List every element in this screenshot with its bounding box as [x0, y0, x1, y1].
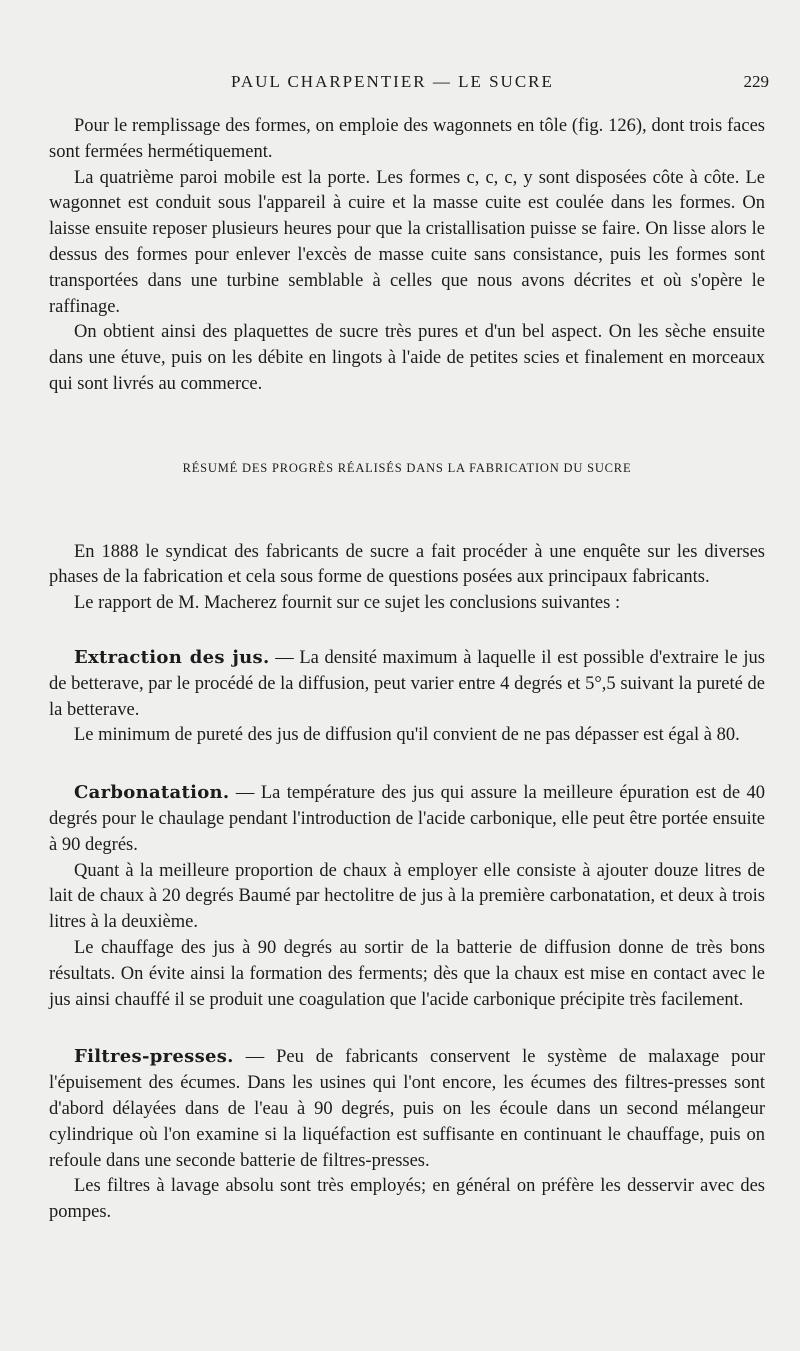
- filtres-paragraph: [49, 1044, 765, 1174]
- paragraph: Pour le remplissage des formes, on emploie des wagonnets en tôle (fig. 126), dont trois faces sont fermées hermétiquement.: [49, 116, 765, 162]
- run-in-heading: Extraction des jus.: [74, 646, 270, 668]
- paragraph: Les filtres à lavage absolu sont très employés; en général on préfère les desservir avec des pompes.: [49, 1176, 765, 1223]
- extraction-paragraph: [49, 645, 765, 723]
- running-title: PAUL CHARPENTIER — LE SUCRE: [231, 72, 554, 91]
- page-number: 229: [743, 72, 769, 91]
- paragraph: La quatrième paroi mobile est la porte. Les formes c, c, c, y sont disposées côte à côte. Le wagonnet est conduit sous l'appareil à cuire et la masse cuite est coulée dans les formes. On laisse ensuite reposer plusieurs heures pour que la cristallisation puisse se faire. On lisse alors le dessus des formes pour enlever l'excès de masse cuite sans consistance, puis les formes sont transportées dans une turbine semblable à celles que nous avons décrites et où s'opère le raffinage.: [49, 167, 765, 317]
- paragraph-text: — La densité maximum à laquelle il est possible d'extraire le jus de betterave, par le procédé de la diffusion, peut varier entre 4 degrés et 5°,5 suivant la pureté de la betterave.: [49, 647, 765, 720]
- paragraph: En 1888 le syndicat des fabricants de sucre a fait procéder à une enquête sur les diverses phases de la fabrication et cela sous forme de questions posées aux principaux fabricants.: [49, 541, 765, 588]
- paragraph: Le chauffage des jus à 90 degrés au sortir de la batterie de diffusion donne de très bons résultats. On évite ainsi la formation des ferments; dès que la chaux est mise en contact avec le jus ainsi chauffé il se produit une coagulation que l'acide carbonique précipite très facilement.: [49, 937, 765, 1010]
- carbonatation-paragraph: [49, 780, 765, 858]
- paragraph-text: — La température des jus qui assure la meilleure épuration est de 40 degrés pour le chaulage pendant l'introduction de l'acide carbonique, elle peut être portée ensuite à 90 degrés.: [49, 783, 765, 855]
- paragraph: Quant à la meilleure proportion de chaux à employer elle consiste à ajouter douze litres de lait de chaux à 20 degrés Baumé par hectolitre de jus à la première carbonatation, et deux à trois litres à la deuxième.: [49, 860, 765, 933]
- run-in-heading: Filtres-presses.: [74, 1046, 234, 1068]
- body-text: [49, 114, 765, 1226]
- paragraph: On obtient ainsi des plaquettes de sucre très pures et d'un bel aspect. On les sèche ensuite dans une étuve, puis on les débite en lingots à l'aide de petites scies et finalement en morceaux qui sont livrés au commerce.: [49, 322, 765, 394]
- paragraph: Le minimum de pureté des jus de diffusion qu'il convient de ne pas dépasser est égal à 80.: [74, 725, 740, 746]
- running-header: [0, 72, 800, 98]
- paragraph-text: — Peu de fabricants conservent le système de malaxage pour l'épuisement des écumes. Dans les usines qui l'ont encore, les écumes des filtres-presses sont d'abord délayées dans de l'eau à 90 degrés, puis on les écoule dans un second mélangeur cylindrique où l'on examine si la liquéfaction est suffisante en continuant le chauffage, puis on refoule dans une seconde batterie de filtres-presses.: [49, 1047, 765, 1171]
- run-in-heading: Carbonatation.: [74, 782, 230, 804]
- section-title: RÉSUMÉ DES PROGRÈS RÉALISÉS DANS LA FABRICATION DU SUCRE: [182, 460, 632, 475]
- paragraph: Le rapport de M. Macherez fournit sur ce sujet les conclusions suivantes :: [74, 593, 621, 614]
